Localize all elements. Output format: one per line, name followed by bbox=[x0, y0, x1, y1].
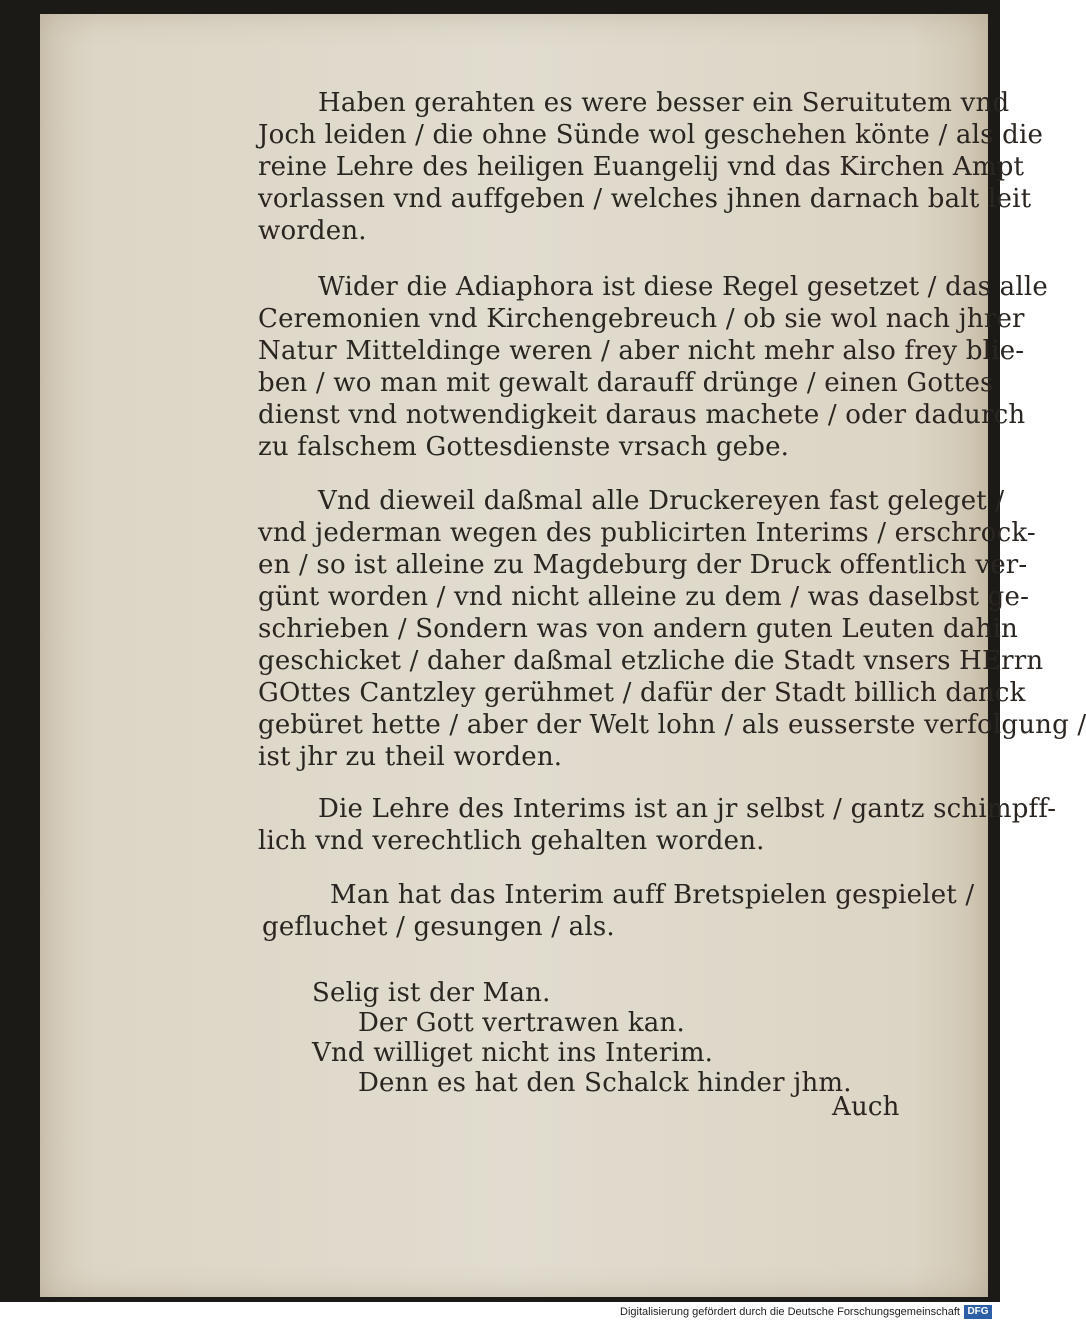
dfg-logo-icon: DFG bbox=[964, 1305, 992, 1319]
text-line: geschicket / daher daßmal etzliche die Stadt vnsers HErrn bbox=[258, 646, 1044, 676]
text-line: gebüret hette / aber der Welt lohn / als eusserste verfolgung / bbox=[258, 710, 1086, 740]
text-line: vnd jederman wegen des publicirten Interims / erschrock- bbox=[258, 518, 1036, 548]
text-line: günt worden / vnd nicht alleine zu dem / was daselbst ge- bbox=[258, 582, 1030, 612]
footer-credit: Digitalisierung gefördert durch die Deutsche Forschungsgemeinschaft bbox=[620, 1306, 960, 1318]
text-line: reine Lehre des heiligen Euangelij vnd das Kirchen Ampt bbox=[258, 152, 1025, 182]
text-line: Natur Mitteldinge weren / aber nicht mehr also frey blie- bbox=[258, 336, 1025, 366]
text-line: vorlassen vnd auffgeben / welches jhnen darnach balt leit bbox=[258, 184, 1032, 214]
verse-line: Selig ist der Man. bbox=[312, 978, 551, 1008]
text-line: dienst vnd notwendigkeit daraus machete / oder dadurch bbox=[258, 400, 1026, 430]
text-line: Die Lehre des Interims ist an jr selbst / gantz schimpff- bbox=[318, 794, 1057, 824]
catchword: Auch bbox=[832, 1092, 900, 1122]
verse-line: Der Gott vertrawen kan. bbox=[358, 1008, 685, 1038]
text-line: Haben gerahten es were besser ein Seruitutem vnd bbox=[318, 88, 1010, 118]
text-line: ben / wo man mit gewalt darauff drünge / einen Gottes bbox=[258, 368, 994, 398]
verse-line: Vnd williget nicht ins Interim. bbox=[312, 1038, 714, 1068]
text-line: lich vnd verechtlich gehalten worden. bbox=[258, 826, 765, 856]
text-line: schrieben / Sondern was von andern guten Leuten dahin bbox=[258, 614, 1018, 644]
text-line: gefluchet / gesungen / als. bbox=[262, 912, 615, 942]
text-line: ist jhr zu theil worden. bbox=[258, 742, 563, 772]
text-line: GOttes Cantzley gerühmet / dafür der Stadt billich danck bbox=[258, 678, 1026, 708]
text-line: worden. bbox=[258, 216, 367, 246]
text-line: Man hat das Interim auff Bretspielen gespielet / bbox=[330, 880, 975, 910]
text-line: zu falschem Gottesdienste vrsach gebe. bbox=[258, 432, 790, 462]
text-line: en / so ist alleine zu Magdeburg der Druck offentlich ver- bbox=[258, 550, 1028, 580]
text-line: Vnd dieweil daßmal alle Druckereyen fast geleget / bbox=[318, 486, 1005, 516]
verse-line: Denn es hat den Schalck hinder jhm. bbox=[358, 1068, 852, 1098]
text-line: Joch leiden / die ohne Sünde wol geschehen könte / als die bbox=[258, 120, 1044, 150]
text-line: Wider die Adiaphora ist diese Regel gesetzet / das alle bbox=[318, 272, 1048, 302]
text-line: Ceremonien vnd Kirchengebreuch / ob sie wol nach jhrer bbox=[258, 304, 1025, 334]
